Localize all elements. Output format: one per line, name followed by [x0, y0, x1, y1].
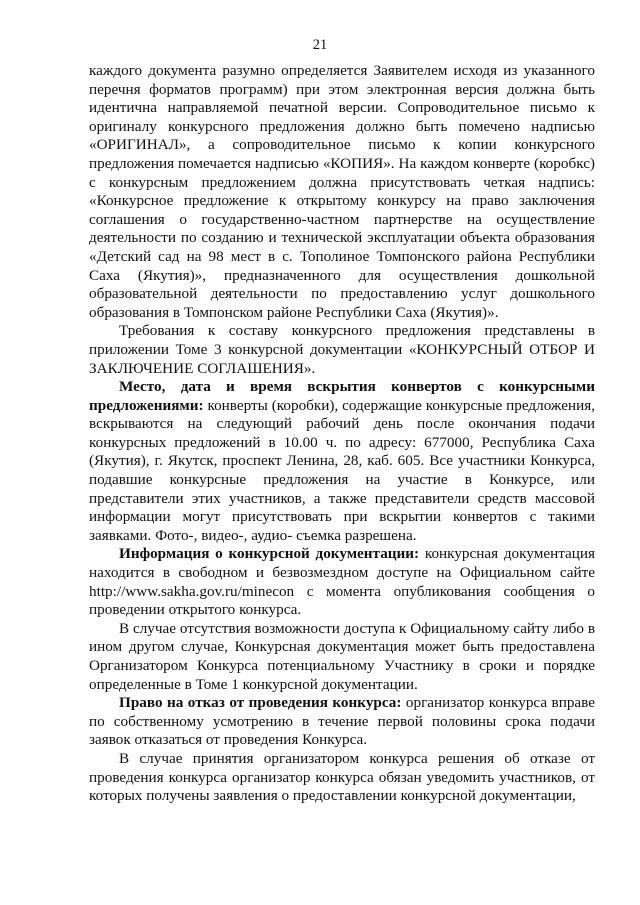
refusal-right-heading: Право на отказ от проведения конкурса:: [119, 694, 402, 712]
paragraph-documentation-provision: В случае отсутствия возможности доступа к Официальному сайту либо в ином другом случае, Конкурсная документация может быть предоставлена Организатором Конкурса потенциальному Участнику в сроки и порядке определенные в Томе 1 конкурсной документации.: [89, 619, 595, 693]
envelope-opening-text: конверты (коробки), содержащие конкурсные предложения, вскрываются на следующий рабочий день после окончания подачи конкурсных предложений в 10.00 ч. по адресу: 677000, Республика Саха (Якутия), г. Якутск, проспект Ленина, 28, каб. 605. Все участники Конкурса, подавшие конкурсные предложения на участие в Конкурсе, или представители этих участников, а также представители средств массовой информации могут присутствовать при вскрытии конвертов с такими заявками. Фото-, видео-, аудио- съемка разрешена.: [89, 396, 595, 544]
paragraph-refusal-notification: В случае принятия организатором конкурса решения об отказе от проведения конкурса организатор конкурса обязан уведомить участников, от которых получены заявления о предоставлении конкурсной документации,: [89, 749, 595, 805]
paragraph-refusal-right: [89, 694, 595, 750]
page-number: 21: [312, 37, 328, 53]
paragraph-envelope-marking: каждого документа разумно определяется Заявителем исходя из указанного перечня форматов программ) при этом электронная версия должна быть идентична направляемой печатной версии. Сопроводительное письмо к оригиналу конкурсного предложения должно быть помечено надписью «ОРИГИНАЛ», а сопроводительное письмо к копии конкурсного предложения помечается надписью «КОПИЯ». На каждом конверте (коробкс) с конкурсным предложением должна присутствовать четкая надпись: «Конкурсное предложение к открытому конкурсу на право заключения соглашения о государственно-частном партнерстве на осуществление деятельности по созданию и технической эксплуатации объекта образования «Детский сад на 98 мест в с. Тополиное Томпонского района Республики Саха (Якутия)», предназначенного для осуществления дошкольной образовательной деятельности по предоставлению услуг дошкольного образования в Томпонском районе Республики Саха (Якутия)».: [89, 62, 595, 321]
paragraph-proposal-requirements: Требования к составу конкурсного предложения представлены в приложении Томе 3 конкурсной документации «КОНКУРСНЫЙ ОТБОР И ЗАКЛЮЧЕНИЕ СОГЛАШЕНИЯ».: [89, 322, 595, 377]
refusal-right-text: организатор конкурса вправе по собственному усмотрению в течение первой половины срока подачи заявок отказаться от проведения Конкурса.: [89, 694, 595, 749]
documentation-info-heading: Информация о конкурсной документации:: [119, 545, 420, 563]
documentation-info-text: конкурсная документация находится в свободном и безвозмездном доступе на Официальном сайте http://www.sakha.gov.ru/minecon с момента опубликования сообщения о проведении открытого конкурса.: [89, 545, 595, 619]
paragraph-documentation-info: [89, 545, 595, 619]
envelope-opening-heading: Место, дата и время вскрытия конвертов с конкурсными предложениями:: [89, 378, 595, 414]
paragraph-envelope-opening: [89, 378, 595, 545]
document-body: [89, 62, 595, 806]
